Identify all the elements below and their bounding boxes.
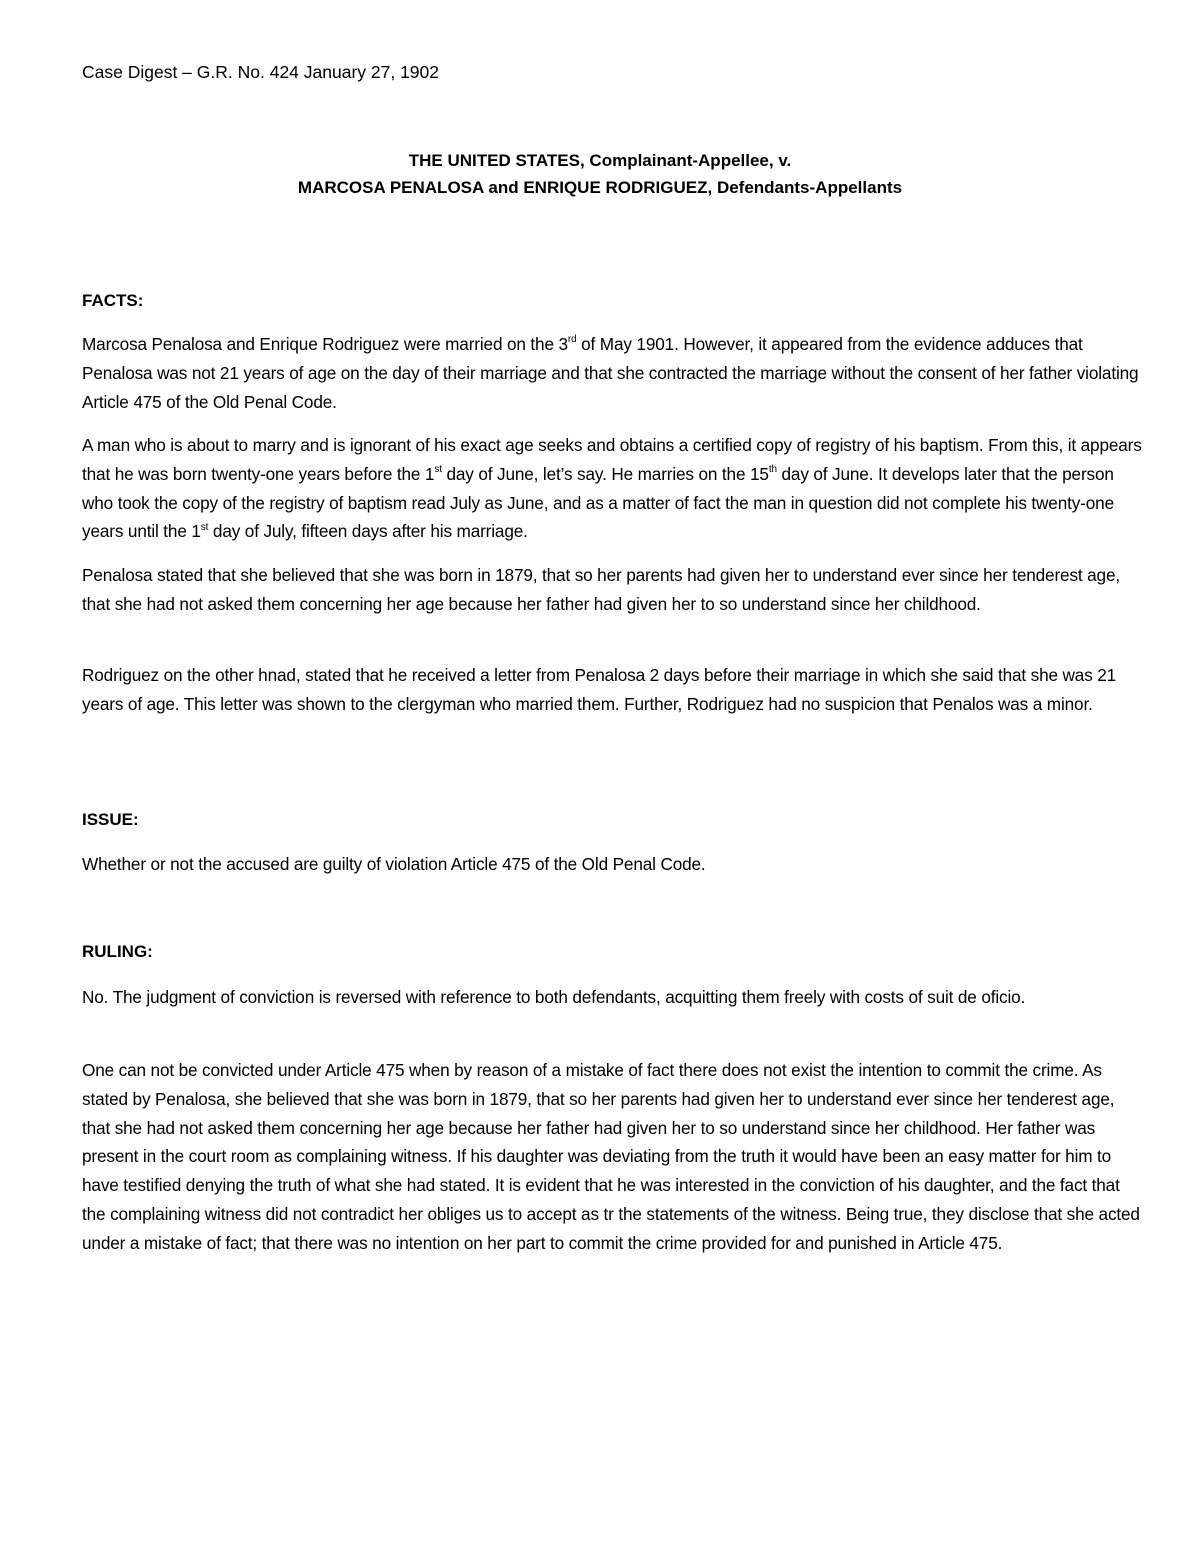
facts-paragraph-3: Penalosa stated that she believed that she was born in 1879, that so her parents had given her to understand ever since her tenderest age, that she had not asked them concerning her age because her father had given her to so understand since her childhood. xyxy=(82,565,1120,614)
facts-p1-text-a: Marcosa Penalosa and Enrique Rodriguez were married on the 3 xyxy=(82,334,568,354)
facts-paragraph-4: Rodriguez on the other hnad, stated that he received a letter from Penalosa 2 days before their marriage in which she said that she was 21 years of age. This letter was shown to the clergyman who married them. Further, Rodriguez had no suspicion that Penalos was a minor. xyxy=(82,665,1117,714)
case-title xyxy=(0,147,1200,201)
facts-paragraph-2 xyxy=(82,431,1142,546)
facts-p2-text-d: day of July, fifteen days after his marriage. xyxy=(208,521,528,542)
facts-p2-text-b: day of June, let’s say. He marries on the 15 xyxy=(441,463,769,484)
issue-paragraph: Whether or not the accused are guilty of violation Article 475 of the Old Penal Code. xyxy=(82,854,706,874)
facts-p2-text-a: A man who is about to marry and is ignorant of his exact age seeks and obtains a certified copy of registry of his baptism. From this, it appears that he was born twenty-one years before the 1 xyxy=(82,435,1142,484)
ruling-heading: RULING: xyxy=(82,942,153,961)
case-digest-header: Case Digest – G.R. No. 424 January 27, 1902 xyxy=(82,62,440,82)
facts-p1-text-b: of May 1901. However, it appeared from the evidence adduces that Penalosa was not 21 years of age on the day of their marriage and that she contracted the marriage without the consent of her father violating Article 475 of the Old Penal Code. xyxy=(82,334,1139,412)
facts-p2-text-c: day of June. It develops later that the person who took the copy of the registry of baptism read July as June, and as a matter of fact the man in question did not complete his twenty-one years until the 1 xyxy=(82,463,1114,542)
ruling-paragraph-1: No. The judgment of conviction is reversed with reference to both defendants, acquitting them freely with costs of suit de oficio. xyxy=(82,987,1026,1007)
facts-heading: FACTS: xyxy=(82,291,144,310)
ruling-paragraph-2: One can not be convicted under Article 475 when by reason of a mistake of fact there does not exist the intention to commit the crime. As stated by Penalosa, she believed that she was born in 1879, that so her parents had given her to understand ever since her tenderest age, that she had not asked them concerning her age because her father had given her to so understand since her childhood. Her father was present in the court room as complaining witness. If his daughter was deviating from the truth it would have been an easy matter for him to have testified denying the truth of what she had stated. It is evident that he was interested in the conviction of his daughter, and the fact that the complaining witness did not contradict her obliges us to accept as tr the statements of the witness. Being true, they disclose that she acted under a mistake of fact; that there was no intention on her part to commit the crime provided for and punished in Article 475. xyxy=(82,1060,1140,1253)
facts-p2-sup-1: st xyxy=(434,464,442,476)
issue-heading: ISSUE: xyxy=(82,810,139,829)
facts-p1-sup: rd xyxy=(567,334,577,346)
case-title-line-1: THE UNITED STATES, Complainant-Appellee, v. xyxy=(408,151,792,170)
case-title-line-2: MARCOSA PENALOSA and ENRIQUE RODRIGUEZ, Defendants-Appellants xyxy=(297,178,903,197)
facts-p2-sup-2: th xyxy=(768,464,777,476)
facts-paragraph-1 xyxy=(82,330,1142,416)
facts-p2-sup-3: st xyxy=(200,521,209,533)
